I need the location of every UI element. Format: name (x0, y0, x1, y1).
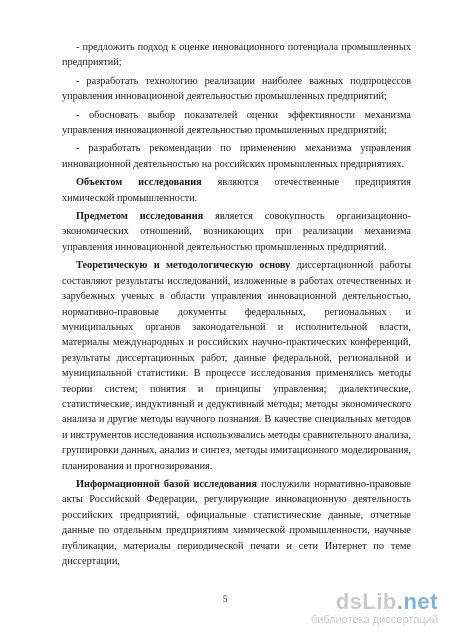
paragraph-subject: Предметом исследования является совокупность организационно-экономических отношений, возникающих при реализации механизма управления инновационной деятельностью промышленных предприятий. (62, 211, 411, 253)
paragraph-task-4: - разработать рекомендации по применению механизма управления инновационной деятельностью на российских промышленных предприятиях. (62, 143, 411, 170)
paragraph-object: Объектом исследования являются отечественные предприятия химической промышленности. (62, 177, 411, 204)
bold-term: Информационной базой исследования (76, 478, 258, 490)
paragraph-methodology: Теоретическую и методологическую основу диссертационной работы составляют результаты исследований, изложенные в работах отечественных и зарубежных ученых в области управления инновационной деятельностью, нормативно-правовые документы федеральных, региональных и муниципальных органов законодательной и исполнительной власти, материалы международных и российских научно-практических конференций, результаты диссертационных работ, данные федеральной, региональной и муниципальной статистики. В процессе исследования применялись методы теории систем; понятия и принципы управления; диалектические, статистические, индуктивный и дедуктивный методы; методы экономического анализа и другие методы научного познания. В качестве специальных методов и инструментов исследования использовались методы сравнительного анализа, группировки данных, анализ и синтез, методы имитационного моделирования, планирования и прогнозирования. (62, 260, 411, 472)
watermark-logo: dsLib.net (335, 589, 438, 614)
paragraph-task-2: - разработать технологию реализации наиболее важных подпроцессов управления инновационной деятельностью промышленных предприятий; (62, 75, 411, 103)
paragraph-task-1: - предложить подход к оценке инновационного потенциала промышленных предприятий; (62, 42, 411, 69)
paragraph-task-3: - обосновать выбор показателей оценки эффективности механизма управления инновационной деятельностью промышленных предприятий; (62, 109, 411, 137)
paragraph-information-base: Информационной базой исследования послужили нормативно-правовые акты Российской Федерации, регулирующие инновационную деятельность российских предприятий, официальные статистические данные, отчетные данные по отдельным предприятиям химической промышленности, научные публикации, материалы периодической печати и сети Интернет по теме диссертации, (62, 478, 411, 567)
watermark-subtitle: библиотека диссертаций (310, 614, 438, 626)
document-body (62, 40, 411, 572)
bold-term: Предметом исследования (76, 211, 204, 223)
bold-term: Объектом исследования (76, 177, 202, 189)
page-number: 5 (222, 594, 228, 604)
watermark (311, 591, 438, 627)
bold-term: Теоретическую и методологическую основу (76, 260, 291, 272)
